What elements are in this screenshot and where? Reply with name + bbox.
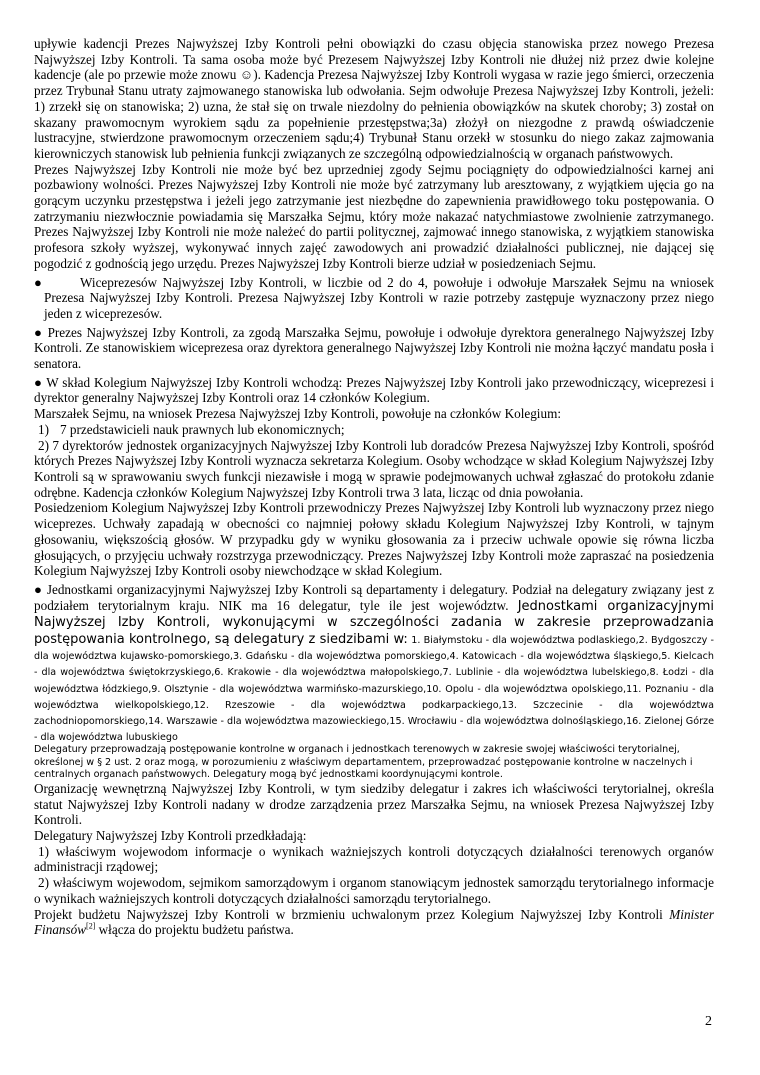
bullet-icon: ●	[34, 274, 42, 290]
delegatury-note: Delegatury przeprowadzają postępowanie kontrolne w organach i jednostkach terenowych w zakresie swojej właściwości terytorialnej, określonej w § 2 ust. 2 oraz mogą, w porozumieniu z właściwym departamentem, przeprowadzać postępowanie kontrolne w naczelnych i centralnych organach państwowych. Delegatury mogą być jednostkami koordynującymi kontrole.	[34, 744, 693, 780]
bullet-icon: ●	[34, 324, 44, 340]
list-text: właściwym wojewodom informacje o wynikach ważniejszych kontroli dotyczących działalności terenowych organów administracji rządowej;	[34, 843, 714, 875]
list-number: 2)	[38, 875, 49, 891]
list-item	[34, 875, 714, 906]
paragraph-kadencja: upływie kadencji Prezes Najwyższej Izby Kontroli pełni obowiązki do czasu objęcia stanowiska przez nowego Prezesa Najwyższej Izby Kontroli. Ta sama osoba może być Prezesem Najwyższej Izby Kontroli nie dłużej niż przez dwie kolejne kadencje (ale po przewie może znowu ☺). Kadencja Prezesa Najwyższej Izby Kontroli wygasa w razie jego śmierci, orzeczenia przez Trybunał Stanu utraty zajmowanego stanowiska lub odwołania. Sejm odwołuje Prezesa Najwyższej Izby Kontroli, jeżeli: 1) zrzekł się on stanowiska; 2) uzna, że stał się on trwale niezdolny do pełnienia obowiązków na skutek choroby; 3) został on skazany prawomocnym wyrokiem sądu za popełnienie przestępstwa;3a) złożył on niezgodne z prawdą oświadczenie lustracyjne, stwierdzone prawomocnym orzeczeniem sądu;4) Trybunał Stanu orzekł w stosunku do niego zakaz zajmowania kierowniczych stanowisk lub pełnienia funkcji związanych ze szczególną odpowiedzialnością w organach państwowych.	[34, 36, 714, 161]
list-item	[34, 438, 714, 501]
list-item	[34, 422, 714, 438]
bullet-text: W skład Kolegium Najwyższej Izby Kontroli wchodzą: Prezes Najwyższej Izby Kontroli jako przewodniczący, wiceprezesi i dyrektor generalny Najwyższej Izby Kontroli oraz 14 członków Kolegium.	[34, 374, 715, 406]
list-item	[34, 844, 714, 875]
bullet-jednostki	[34, 582, 714, 744]
bullet-text: Wiceprezesów Najwyższej Izby Kontroli, w liczbie od 2 do 4, powołuje i odwołuje Marszałek Sejmu na wniosek Prezesa Najwyższej Izby Kontroli. Prezesa Najwyższej Izby Kontroli w razie potrzeby zastępuje wyznaczony przez niego jeden z wiceprezesów.	[44, 274, 714, 321]
list-number: 1)	[38, 421, 49, 437]
minister-finansow: Minister Finansów	[34, 906, 714, 938]
delegatury-heading: Jednostkami organizacyjnymi Najwyższej Izby Kontroli, wykonującymi w szczególności zadania w zakresie przeprowadzania postępowania kontrolnego, są delegatury z siedzibami w:	[34, 598, 715, 647]
bullet-text: Jednostkami organizacyjnymi Najwyższej Izby Kontroli są departamenty i delegatury. Podział na delegatury związany jest z podziałem terytorialnym kraju. NIK ma 16 delegatur, tyle ile jest województw.	[34, 581, 715, 613]
list-text: właściwym wojewodom, sejmikom samorządowym i organom stanowiącym jednostek samorządu terytorialnego informacje o wynikach ważniejszych kontroli dotyczących działalności samorządu terytorialnego.	[34, 875, 714, 906]
bullet-icon: ●	[34, 581, 43, 597]
bullet-wiceprezesi	[34, 275, 714, 322]
bullet-kolegium	[34, 375, 714, 406]
bullet-text: Prezes Najwyższej Izby Kontroli, za zgodą Marszałka Sejmu, powołuje i odwołuje dyrektora generalnego Najwyższej Izby Kontroli. Ze stanowiskiem wiceprezesa oraz dyrektora generalnego Najwyższej Izby Kontroli nie można łączyć mandatu posła i senatora.	[34, 324, 715, 372]
budzet-text-end: włącza do projektu budżetu państwa.	[98, 922, 294, 938]
list-number: 2)	[38, 437, 49, 453]
list-text: 7 przedstawicieli nauk prawnych lub ekonomicznych;	[60, 421, 345, 437]
footnote-link[interactable]: [2]	[86, 921, 96, 931]
list-text: 7 dyrektorów jednostek organizacyjnych Najwyższej Izby Kontroli lub doradców Prezesa Najwyższej Izby Kontroli, spośród których Prezes Najwyższej Izby Kontroli wyznacza sekretarza Kolegium. Osoby wchodzące w skład Kolegium Najwyższej Izby Kontroli są w sprawowaniu swych funkcji niezawisłe i mogą w sprawie podejmowanych uchwał zgłaszać do protokołu zdanie odrębne. Kadencja członków Kolegium Najwyższej Izby Kontroli trwa 3 lata, licząc od dnia powołania.	[34, 437, 715, 500]
page-number: 2	[705, 1014, 712, 1029]
paragraph-przedkladaja: Delegatury Najwyższej Izby Kontroli przedkładają:	[34, 828, 307, 844]
paragraph-czlonkowie: Marszałek Sejmu, na wniosek Prezesa Najwyższej Izby Kontroli, powołuje na członków Kolegium:	[34, 406, 561, 422]
paragraph-posiedzenia: Posiedzeniom Kolegium Najwyższej Izby Kontroli przewodniczy Prezes Najwyższej Izby Kontroli lub wyznaczony przez niego wiceprezes. Uchwały zapadają w obecności co najmniej połowy składu Kolegium Najwyższej Izby Kontroli, w tajnym głosowaniu, większością głosów. W przypadku gdy w wyniku głosowania za i przeciw uchwale opowie się równa liczba głosujących, o przyjęciu uchwały rozstrzyga przewodniczący. Prezes Najwyższej Izby Kontroli może zapraszać na posiedzenia Kolegium Najwyższej Izby Kontroli osoby niewchodzące w skład Kolegium.	[34, 500, 714, 579]
delegatury-list: 1. Białymstoku - dla województwa podlaskiego,2. Bydgoszczy - dla województwa kujawsko-pomorskiego,3. Gdańsku - dla województwa pomorskiego,4. Katowicach - dla województwa śląskiego,5. Kielcach - dla województwa świętokrzyskiego,6. Krakowie - dla województwa małopolskiego,7. Lublinie - dla województwa lubelskiego,8. Łodzi - dla województwa łódzkiego,9. Olsztynie - dla województwa warmińsko-mazurskiego,10. Opolu - dla województwa opolskiego,11. Poznaniu - dla województwa wielkopolskiego,12. Rzeszowie - dla województwa podkarpackiego,13. Szczecinie - dla województwa zachodniopomorskiego,14. Warszawie - dla województwa mazowieckiego,15. Wrocławiu - dla województwa dolnośląskiego,16. Zielonej Górze - dla województwa lubuskiego	[34, 634, 714, 744]
document-body	[34, 36, 714, 938]
budzet-text: Projekt budżetu Najwyższej Izby Kontroli w brzmieniu uchwalonym przez Kolegium Najwyższej Izby Kontroli	[34, 906, 663, 922]
paragraph-budzet	[34, 907, 714, 938]
bullet-dyrektor	[34, 325, 714, 372]
paragraph-organizacja: Organizację wewnętrzną Najwyższej Izby Kontroli, w tym siedziby delegatur i zakres ich właściwości terytorialnej, określa statut Najwyższej Izby Kontroli nadany w drodze zarządzenia przez Marszałka Sejmu, na wniosek Prezesa Najwyższej Izby Kontroli.	[34, 780, 714, 828]
bullet-icon: ●	[34, 374, 43, 390]
list-number: 1)	[38, 843, 49, 859]
paragraph-immunitet: Prezes Najwyższej Izby Kontroli nie może być bez uprzedniej zgody Sejmu pociągnięty do odpowiedzialności karnej ani pozbawiony wolności. Prezes Najwyższej Izby Kontroli nie może być zatrzymany lub aresztowany, z wyjątkiem ujęcia go na gorącym uczynku przestępstwa i jeżeli jego zatrzymanie jest niezbędne do zapewnienia prawidłowego toku postępowania. O zatrzymaniu niezwłocznie powiadamia się Marszałka Sejmu, który może nakazać natychmiastowe zwolnienie zatrzymanego. Prezes Najwyższej Izby Kontroli nie może należeć do partii politycznej, zajmować innego stanowiska, z wyjątkiem stanowiska profesora szkoły wyższej, wykonywać innych zajęć zawodowych ani prowadzić działalności publicznej, nie dającej się pogodzić z godnością jego urzędu. Prezes Najwyższej Izby Kontroli bierze udział w posiedzeniach Sejmu.	[34, 161, 714, 271]
